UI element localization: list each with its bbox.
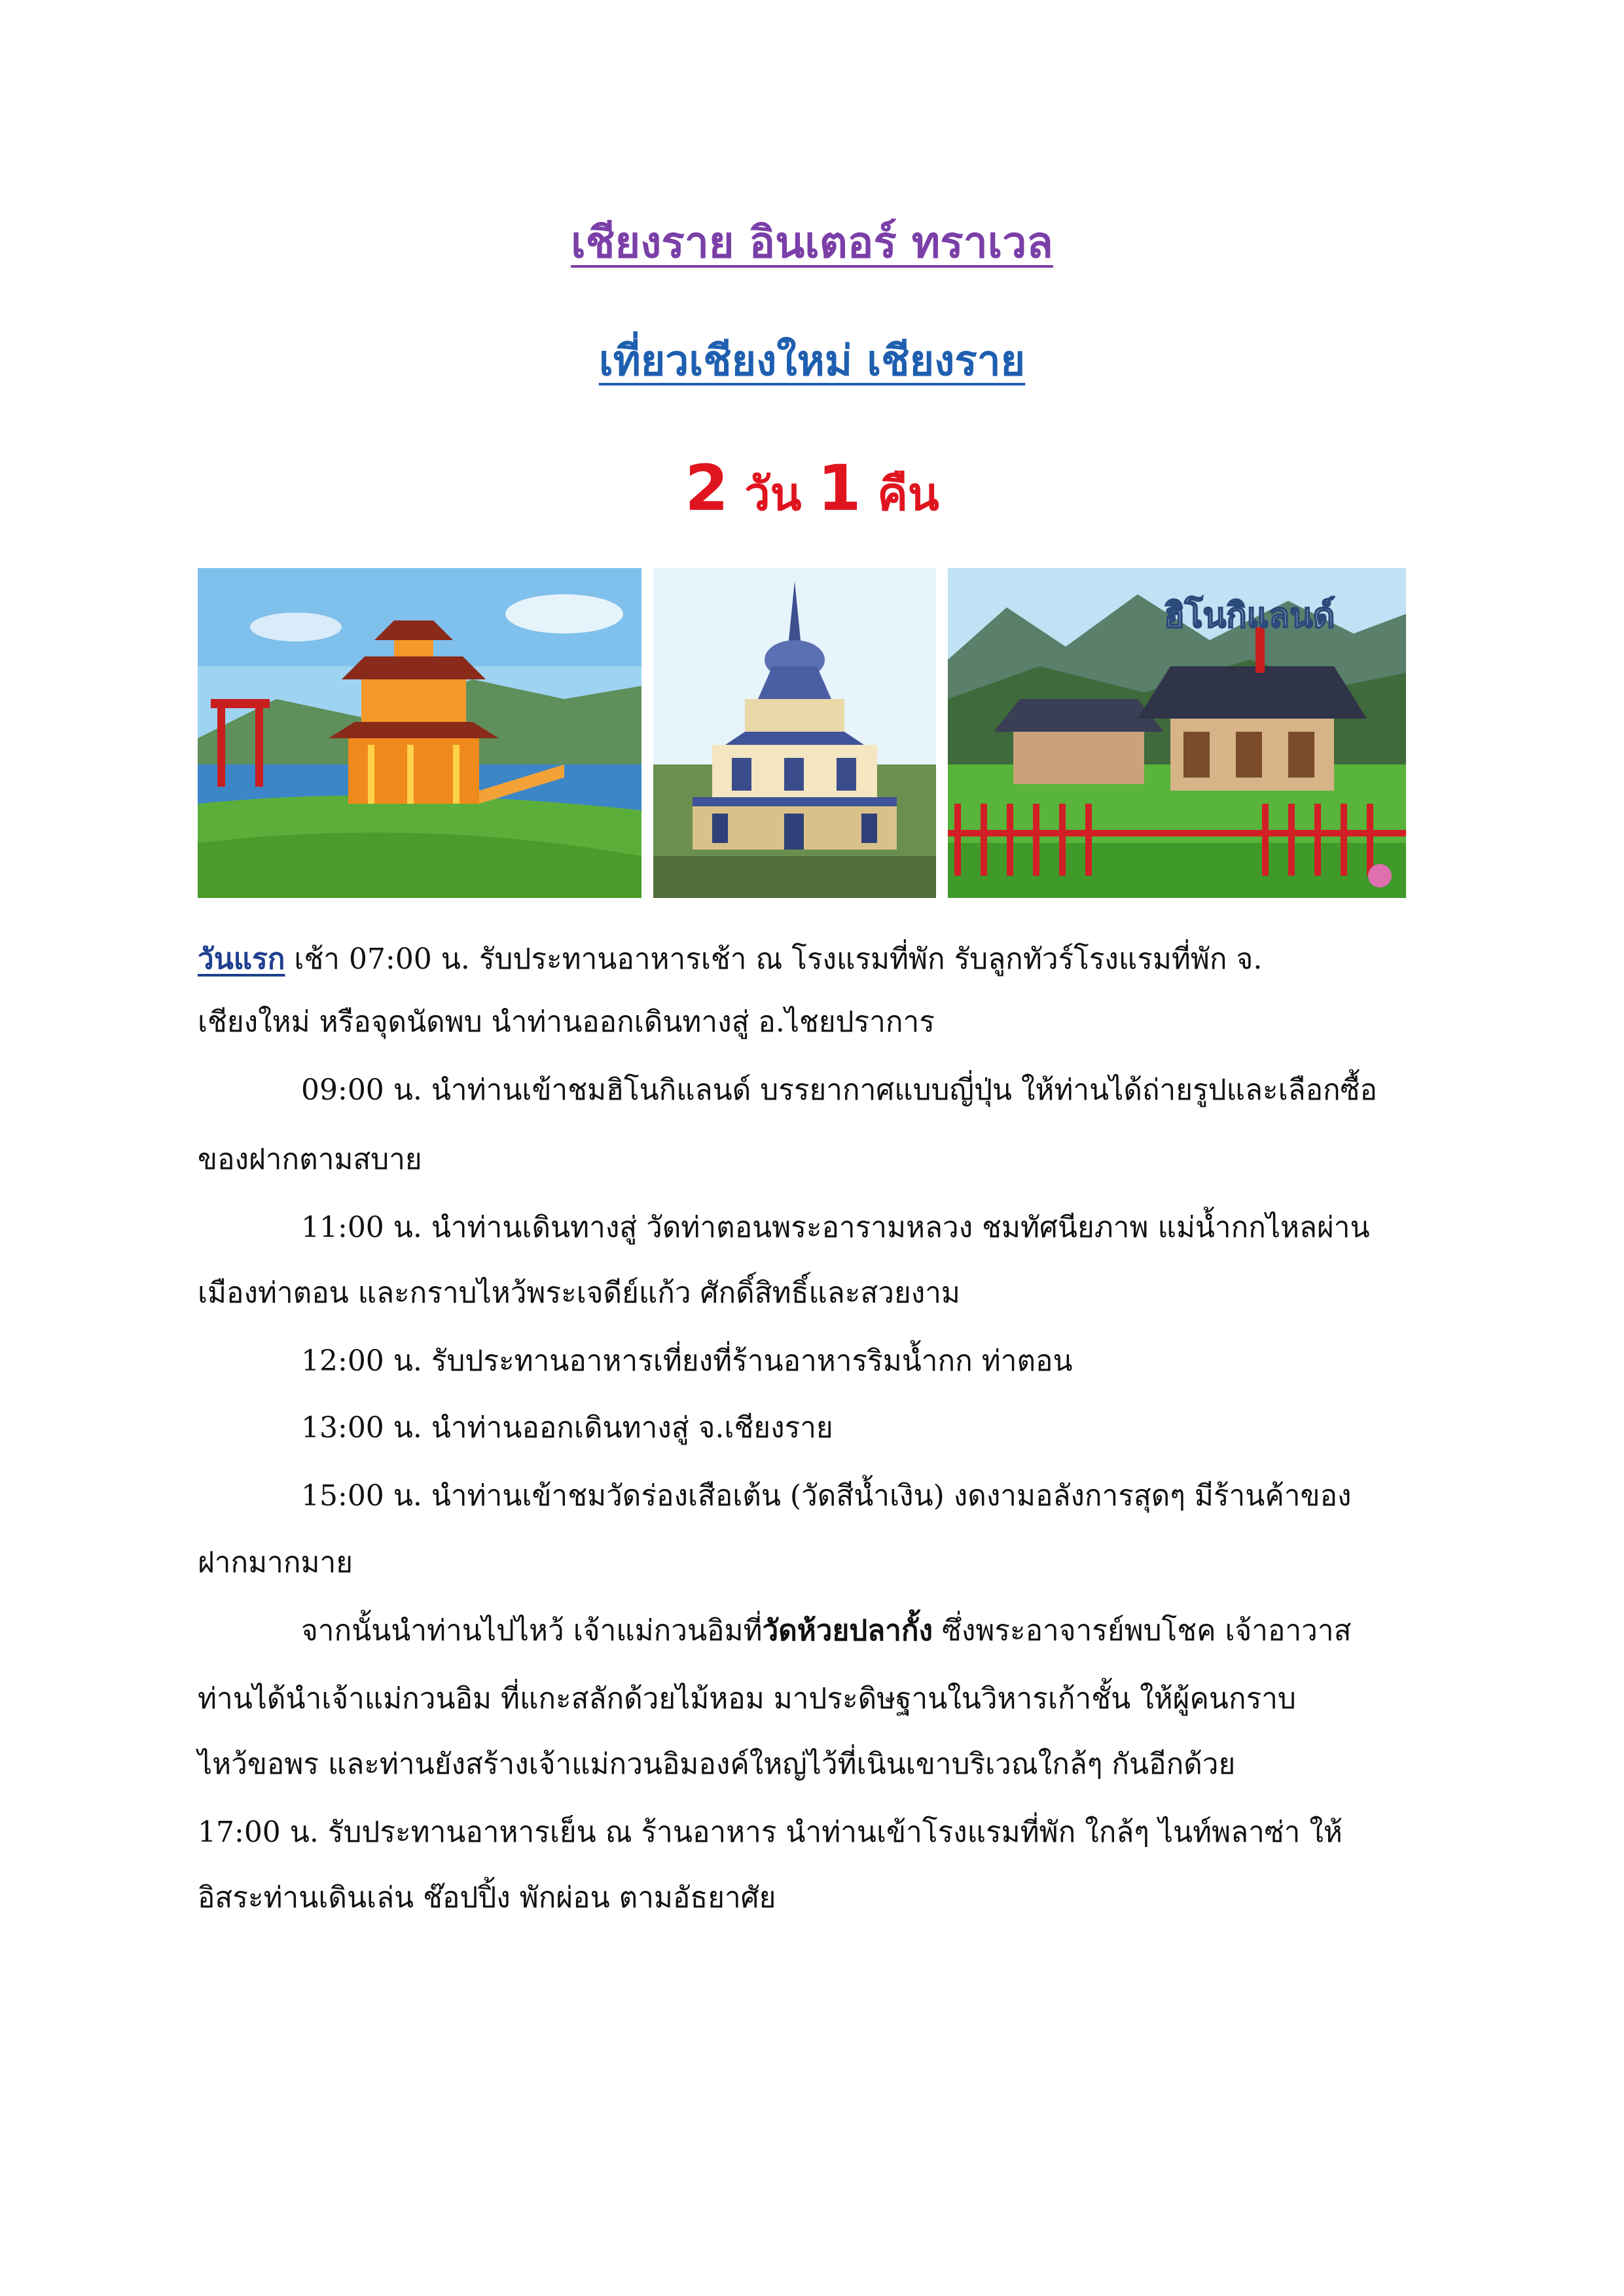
itinerary-line-11: จากนั้นนำท่านไปไหว้ เจ้าแม่กวนอิมที่วัดห้วยปลากั้ง ซึ่งพระอาจารย์พบโชค เจ้าอาวาส [301, 1614, 1352, 1647]
itinerary-line-7: 12:00 น. รับประทานอาหารเที่ยงที่ร้านอาหารริมน้ำกก ท่าตอน [301, 1344, 1073, 1378]
itinerary-line-10: ฝากมากมาย [198, 1546, 353, 1579]
hinoki-caption: ฮิโนกิแลนด์ [1164, 596, 1335, 636]
itinerary-line-2: เชียงใหม่ หรือจุดนัดพบ นำท่านออกเดินทางสู่ อ.ไชยปราการ [198, 1005, 935, 1039]
itinerary-line-14: 17:00 น. รับประทานอาหารเย็น ณ ร้านอาหาร นำท่านเข้าโรงแรมที่พัก ใกล้ๆ ไนท์พลาซ่า ให้ [198, 1816, 1343, 1849]
itinerary-line-13: ไหว้ขอพร และท่านยังสร้างเจ้าแม่กวนอิมองค์ใหญ่ไว้ที่เนินเขาบริเวณใกล้ๆ กันอีกด้วย [198, 1748, 1236, 1781]
itinerary-line-5: 11:00 น. นำท่านเดินทางสู่ วัดท่าตอนพระอารามหลวง ชมทัศนียภาพ แม่น้ำกกไหลผ่าน [301, 1211, 1370, 1244]
photo-chedi-pagoda [653, 568, 936, 898]
duration-days: 2 [685, 452, 729, 525]
itinerary-line-12: ท่านได้นำเจ้าแม่กวนอิม ที่แกะสลักด้วยไม้หอม มาประดิษฐานในวิหารเก้าชั้น ให้ผู้คนกราบ [198, 1682, 1296, 1715]
photo-japanese-pavilion [198, 568, 641, 898]
itinerary-line-9: 15:00 น. นำท่านเข้าชมวัดร่องเสือเต้น (วัดสีน้ำเงิน) งดงามอลังการสุดๆ มีร้านค้าของ [301, 1479, 1352, 1513]
duration-night-word: คืน [877, 467, 939, 521]
temple-name-bold: วัดห้วยปลากั้ง [762, 1614, 933, 1647]
itinerary-line-4: ของฝากตามสบาย [198, 1143, 422, 1176]
itinerary-line-1: วันแรก เช้า 07:00 น. รับประทานอาหารเช้า ณ โรงแรมที่พัก รับลูกทัวร์โรงแรมที่พัก จ. [198, 942, 1263, 976]
company-title: เชียงราย อินเตอร์ ทราเวล [571, 217, 1053, 268]
tour-title: เที่ยวเชียงใหม่ เชียงราย [598, 337, 1026, 386]
itinerary-line-8: 13:00 น. นำท่านออกเดินทางสู่ จ.เชียงราย [301, 1411, 833, 1444]
itinerary-line-3: 09:00 น. นำท่านเข้าชมฮิโนกิแลนด์ บรรยากาศแบบญี่ปุ่น ให้ท่านได้ถ่ายรูปและเลือกซื้อ [301, 1073, 1377, 1107]
photo-hinoki-land [948, 568, 1406, 898]
day-one-label: วันแรก [198, 942, 285, 976]
itinerary-line-6: เมืองท่าตอน และกราบไหว้พระเจดีย์แก้ว ศักดิ์สิทธิ์และสวยงาม [198, 1276, 960, 1310]
duration-nights: 1 [817, 452, 861, 525]
tour-duration [0, 452, 1624, 530]
duration-day-word: วัน [744, 467, 802, 521]
itinerary-line-15: อิสระท่านเดินเล่น ช๊อปปิ้ง พักผ่อน ตามอัธยาศัย [198, 1881, 776, 1914]
